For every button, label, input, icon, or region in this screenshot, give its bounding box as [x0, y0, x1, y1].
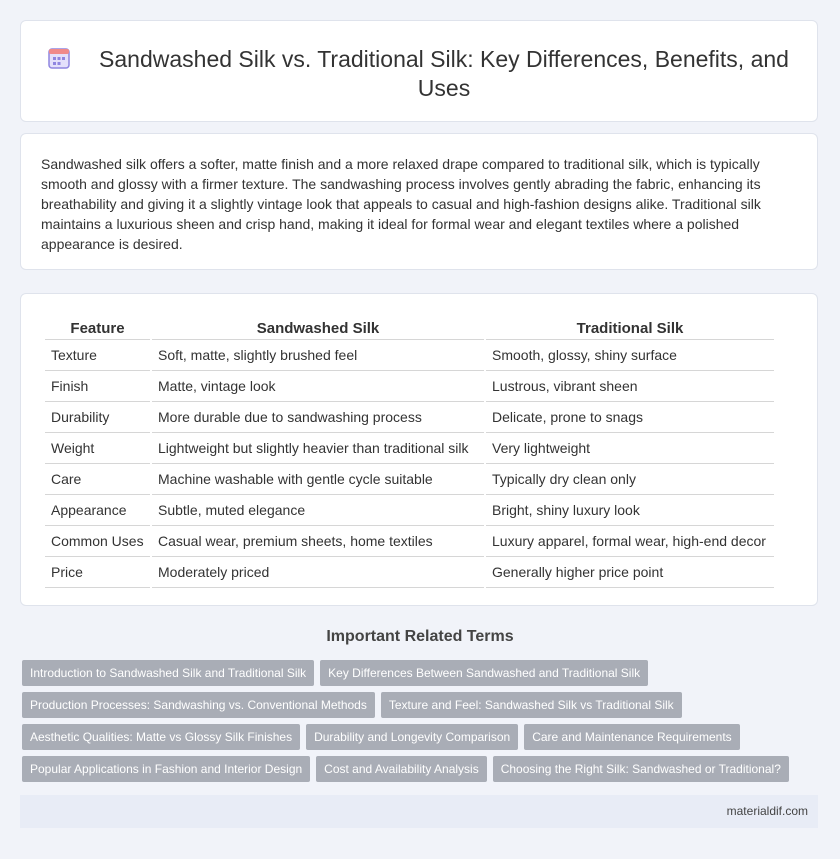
column-header: Traditional Silk: [486, 315, 774, 340]
table-row: [45, 371, 774, 402]
column-header: Sandwashed Silk: [152, 315, 484, 340]
page-title: Sandwashed Silk vs. Traditional Silk: Key Differences, Benefits, and Uses: [99, 46, 789, 101]
table-cell: Lustrous, vibrant sheen: [486, 371, 774, 402]
table-cell: Subtle, muted elegance: [152, 495, 484, 526]
intro-card: [20, 133, 818, 270]
related-term-tag[interactable]: Introduction to Sandwashed Silk and Traditional Silk: [22, 660, 314, 686]
table-cell: Bright, shiny luxury look: [486, 495, 774, 526]
related-term-tag[interactable]: Popular Applications in Fashion and Interior Design: [22, 756, 310, 782]
tag-row: [22, 660, 822, 686]
table-cell: Appearance: [45, 495, 150, 526]
table-cell: Finish: [45, 371, 150, 402]
table-cell: More durable due to sandwashing process: [152, 402, 484, 433]
table-row: [45, 464, 774, 495]
table-row: [45, 433, 774, 464]
related-terms-title: Important Related Terms: [326, 628, 514, 645]
related-term-tag[interactable]: Cost and Availability Analysis: [316, 756, 487, 782]
related-term-tag[interactable]: Durability and Longevity Comparison: [306, 724, 518, 750]
table-cell: Moderately priced: [152, 557, 484, 588]
header-card: [20, 20, 818, 122]
table-cell: Price: [45, 557, 150, 588]
related-term-tag[interactable]: Choosing the Right Silk: Sandwashed or Traditional?: [493, 756, 789, 782]
table-cell: Lightweight but slightly heavier than traditional silk: [152, 433, 484, 464]
table-row: [45, 557, 774, 588]
table-cell: Durability: [45, 402, 150, 433]
related-term-tag[interactable]: Key Differences Between Sandwashed and Traditional Silk: [320, 660, 648, 686]
related-terms-list: [22, 660, 822, 788]
table-cell: Luxury apparel, formal wear, high-end decor: [486, 526, 774, 557]
tag-row: [22, 724, 822, 750]
comparison-card: [20, 293, 818, 606]
table-cell: Typically dry clean only: [486, 464, 774, 495]
table-cell: Soft, matte, slightly brushed feel: [152, 340, 484, 371]
table-cell: Texture: [45, 340, 150, 371]
intro-paragraph: Sandwashed silk offers a softer, matte finish and a more relaxed drape compared to traditional silk, which is typically smooth and glossy with a firmer texture. The sandwashing process involves gently abrading the fabric, enhancing its breathability and giving it a slightly vintage look that appeals to casual and high-fashion designs alike. Traditional silk maintains a luxurious sheen and crisp hand, making it ideal for formal wear and elegant textiles where a polished appearance is desired.: [41, 156, 761, 252]
tag-row: [22, 756, 822, 782]
table-row: [45, 526, 774, 557]
related-term-tag[interactable]: Texture and Feel: Sandwashed Silk vs Traditional Silk: [381, 692, 682, 718]
table-row: [45, 402, 774, 433]
table-cell: Casual wear, premium sheets, home textiles: [152, 526, 484, 557]
table-cell: Matte, vintage look: [152, 371, 484, 402]
tag-row: [22, 692, 822, 718]
table-header-row: [45, 315, 774, 340]
table-cell: Common Uses: [45, 526, 150, 557]
table-cell: Weight: [45, 433, 150, 464]
table-row: [45, 340, 774, 371]
related-term-tag[interactable]: Aesthetic Qualities: Matte vs Glossy Silk Finishes: [22, 724, 300, 750]
related-term-tag[interactable]: Production Processes: Sandwashing vs. Conventional Methods: [22, 692, 375, 718]
table-cell: Generally higher price point: [486, 557, 774, 588]
related-term-tag[interactable]: Care and Maintenance Requirements: [524, 724, 739, 750]
comparison-table: [43, 315, 776, 588]
table-cell: Smooth, glossy, shiny surface: [486, 340, 774, 371]
table-cell: Care: [45, 464, 150, 495]
table-cell: Delicate, prone to snags: [486, 402, 774, 433]
table-row: [45, 495, 774, 526]
calendar-grid-icon: [47, 46, 71, 70]
table-cell: Machine washable with gentle cycle suitable: [152, 464, 484, 495]
footer: [20, 795, 818, 828]
table-cell: Very lightweight: [486, 433, 774, 464]
column-header: Feature: [45, 315, 150, 340]
footer-site-name[interactable]: materialdif.com: [726, 804, 808, 818]
